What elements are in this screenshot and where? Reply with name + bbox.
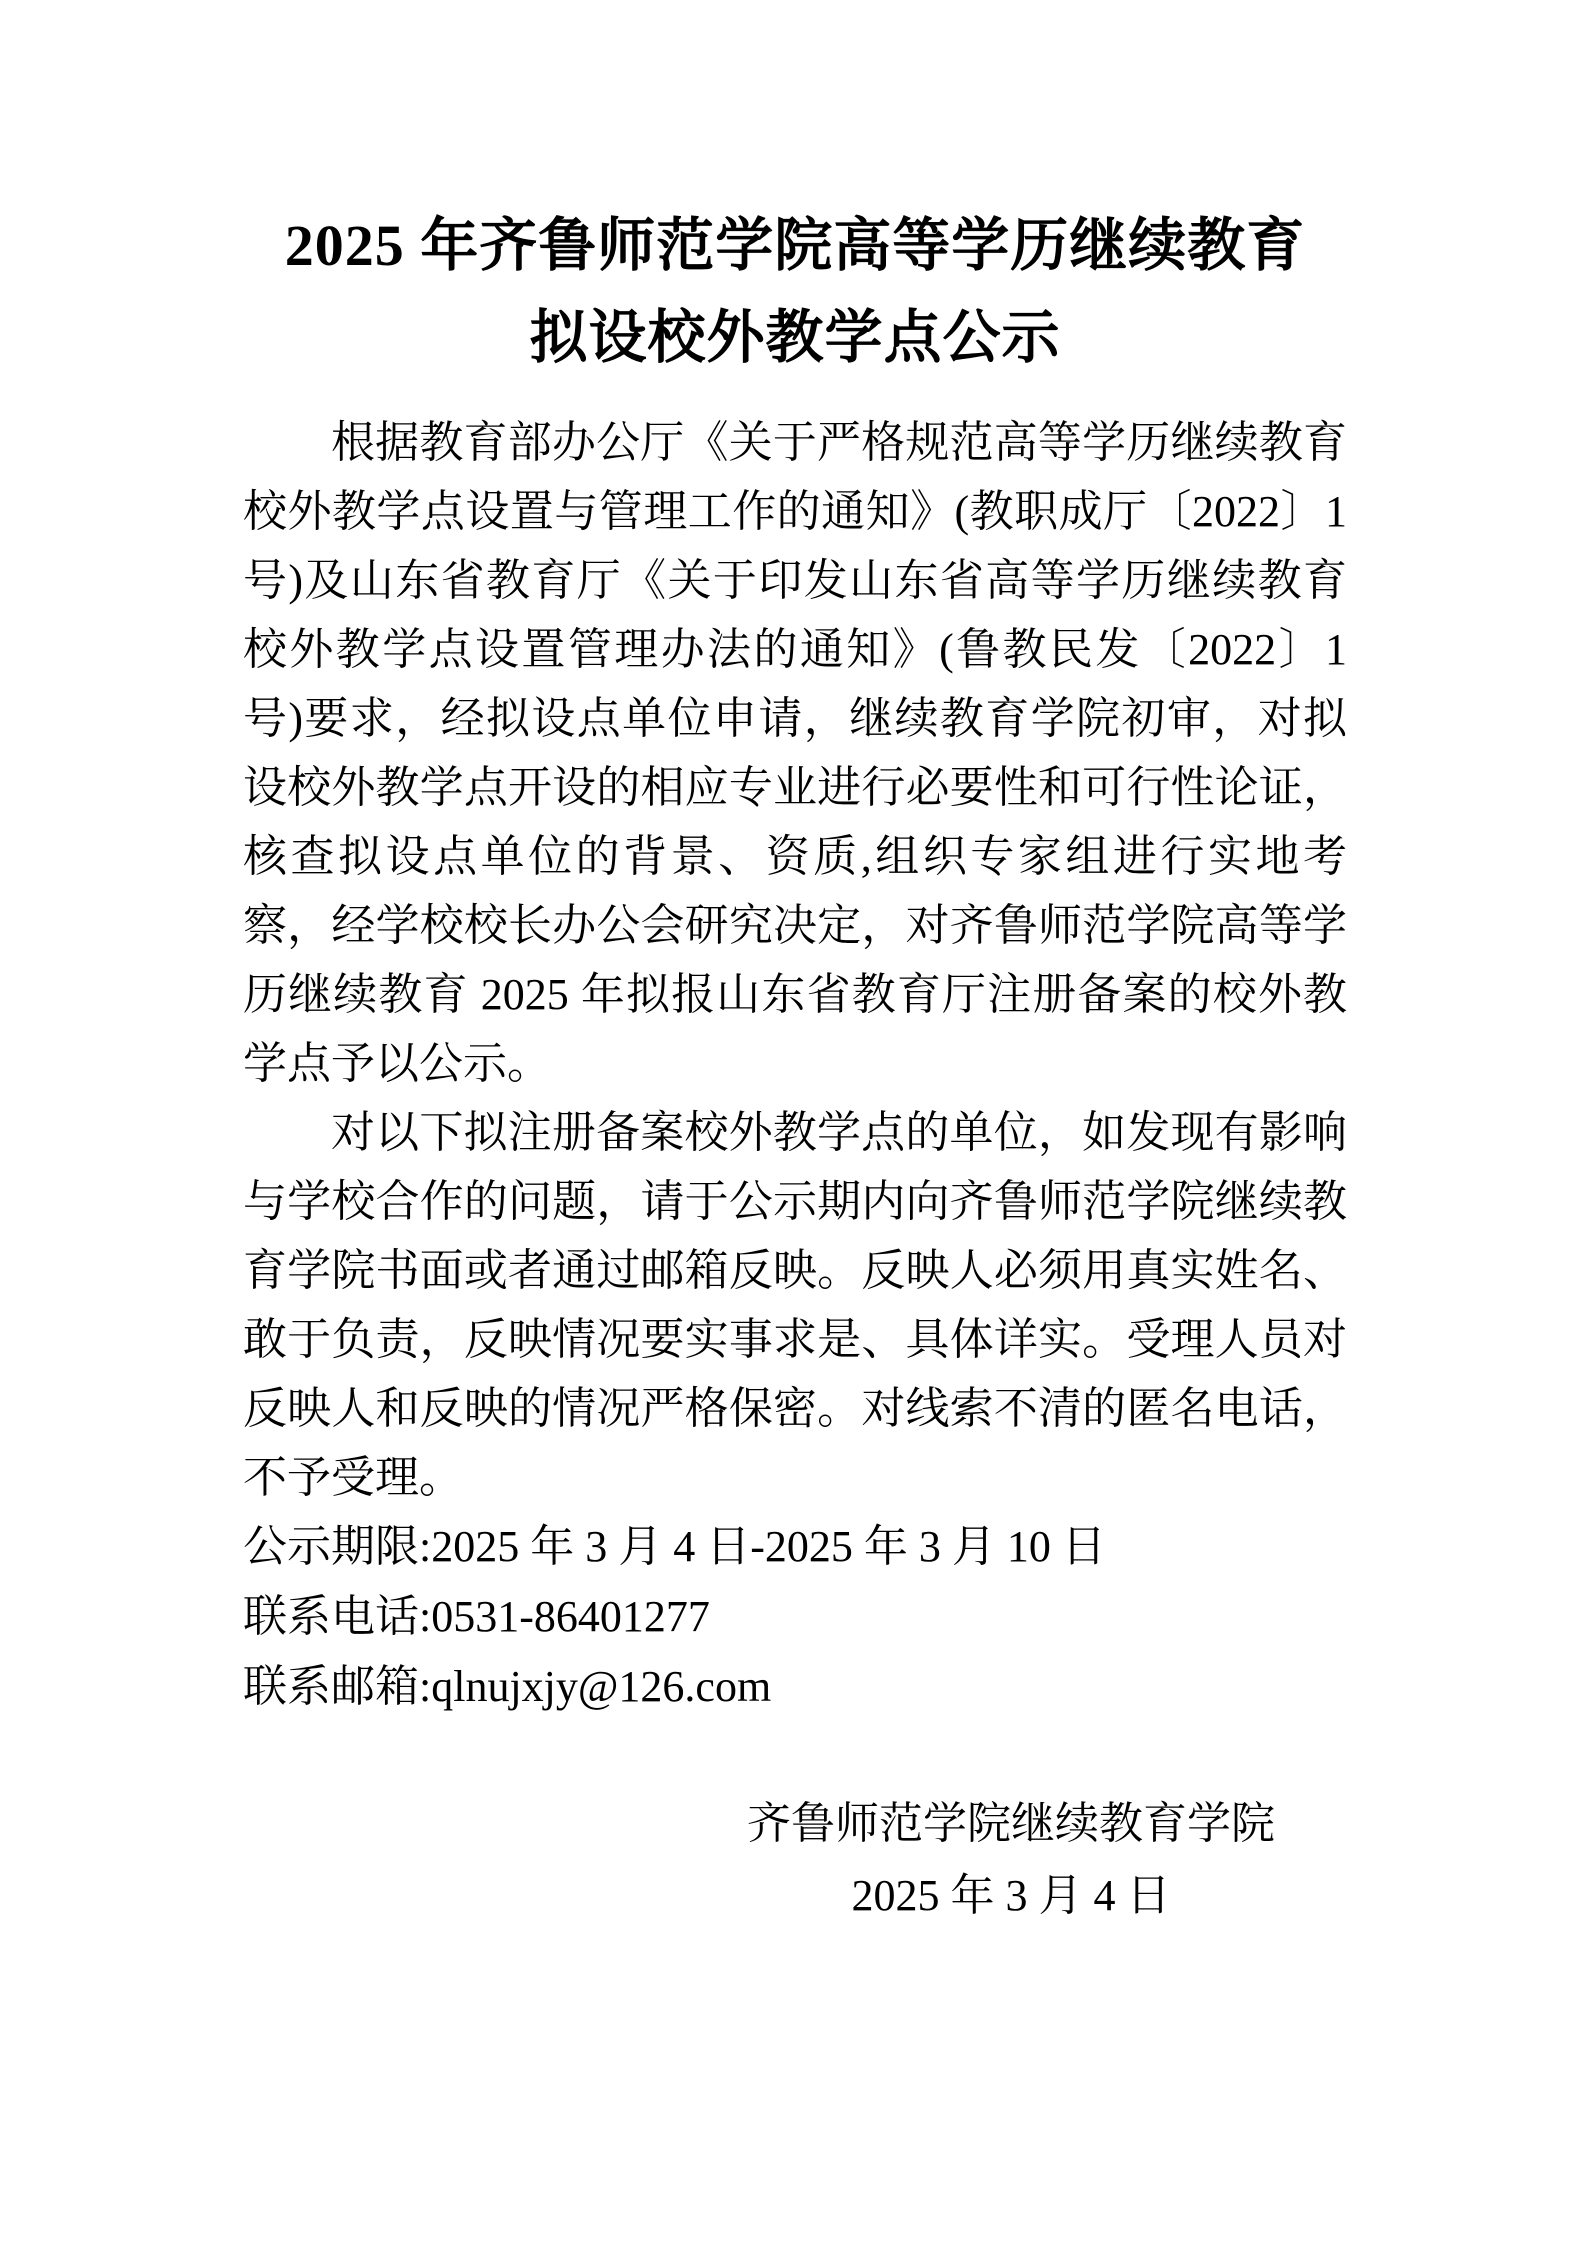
paragraph-feedback-instructions: 对以下拟注册备案校外教学点的单位，如发现有影响与学校合作的问题，请于公示期内向齐鲁师范学院继续教育学院书面或者通过邮箱反映。反映人必须用真实姓名、敢于负责，反映情况要实事求是、具体详实。受理人员对反映人和反映的情况严格保密。对线索不清的匿名电话，不予受理。	[243, 1108, 1347, 1502]
document-title	[243, 200, 1347, 384]
signature-date: 2025 年 3 月 4 日	[851, 1871, 1171, 1920]
title-line-1: 2025 年齐鲁师范学院高等学历继续教育	[284, 213, 1306, 278]
paragraph-policy-basis: 根据教育部办公厅《关于严格规范高等学历继续教育校外教学点设置与管理工作的通知》(教职成厅〔2022〕1 号)及山东省教育厅《关于印发山东省高等学历继续教育校外教学点设置管理办法的通知》(鲁教民发〔2022〕1 号)要求，经拟设点单位申请，继续教育学院初审，对拟设校外教学点开设的相应专业进行必要性和可行性论证，核查拟设点单位的背景、资质,组织专家组进行实地考察，经学校校长办公会研究决定，对齐鲁师范学院高等学历继续教育 2025 年拟报山东省教育厅注册备案的校外教学点予以公示。	[243, 418, 1347, 1088]
contact-phone-line: 联系电话:0531-86401277	[243, 1592, 710, 1641]
signature-org: 齐鲁师范学院继续教育学院	[747, 1799, 1275, 1848]
signature-block	[741, 1788, 1281, 1932]
title-line-2: 拟设校外教学点公示	[529, 305, 1061, 370]
contact-email-line: 联系邮箱:qlnujxjy@126.com	[243, 1662, 772, 1711]
publicity-period-line: 公示期限:2025 年 3 月 4 日-2025 年 3 月 10 日	[243, 1522, 1106, 1571]
